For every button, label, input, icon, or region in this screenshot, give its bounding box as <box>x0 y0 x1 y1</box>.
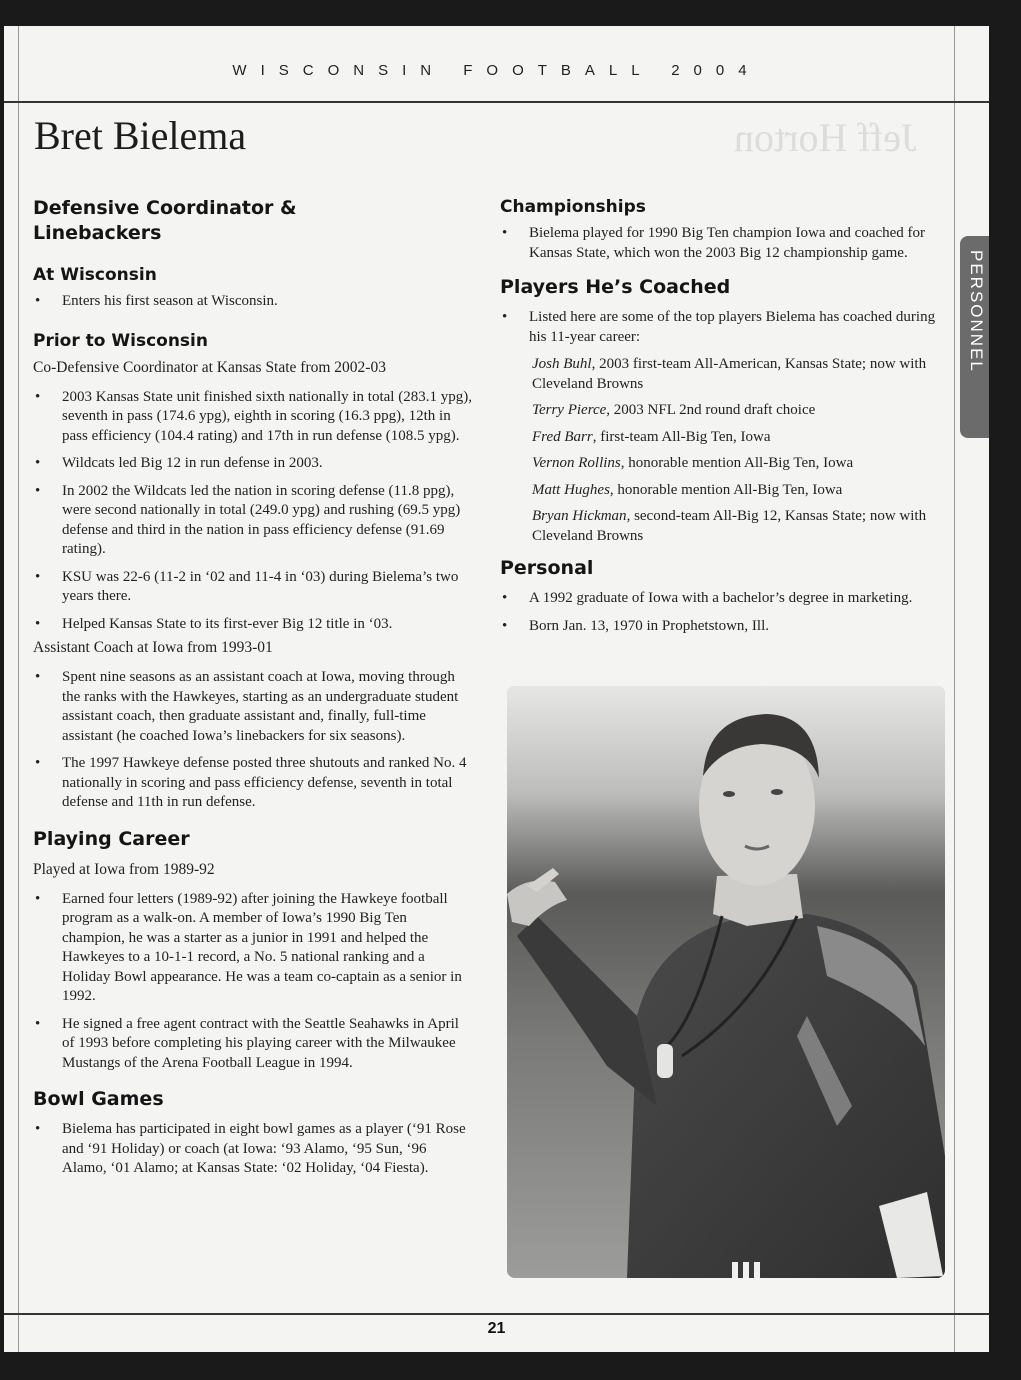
ksu-list <box>33 388 473 635</box>
frame-left-rule <box>18 26 19 1352</box>
frame-right-rule <box>954 26 955 1352</box>
player-desc: , honorable mention All-Big Ten, Iowa <box>609 481 843 498</box>
iowa-lead: Assistant Coach at Iowa from 1993-01 <box>33 639 273 656</box>
list-item: • In 2002 the Wildcats led the nation in scoring defense (11.8 ppg), were second nationally in total (249.0 ypg) and rushing (69.5 ypg) defense and third in the nation in pass efficiency defense (91.69 rating). <box>33 482 473 560</box>
list-item: • Listed here are some of the top players Bielema has coached during his 11-year career: <box>500 308 942 347</box>
player-item <box>532 355 942 394</box>
header-rule <box>4 101 989 103</box>
playing-lead: Played at Iowa from 1989-92 <box>33 860 215 878</box>
player-name: Vernon Rollins <box>532 455 621 471</box>
footer-rule <box>4 1313 989 1315</box>
iowa-list <box>33 668 473 813</box>
position-title: Defensive Coordinator & Linebackers <box>33 197 297 244</box>
left-column <box>33 196 473 1187</box>
section-tab-label: PERSONNEL <box>967 250 986 373</box>
ksu-lead: Co-Defensive Coordinator at Kansas State from 2002-03 <box>33 358 386 376</box>
player-desc: , second-team All-Big 12, Kansas State; now with Cleveland Browns <box>532 508 927 544</box>
player-item <box>532 507 942 546</box>
championships-heading: Championships <box>500 197 646 217</box>
section-tab <box>960 236 989 438</box>
list-item: • Helped Kansas State to its first-ever Big 12 title in ‘03. <box>33 615 473 635</box>
running-head: WISCONSIN FOOTBALL 2004 <box>232 62 761 79</box>
player-desc: , first-team All-Big Ten, Iowa <box>592 428 771 445</box>
bowl-games-heading: Bowl Games <box>33 1088 164 1110</box>
player-item <box>532 454 942 474</box>
championships-list <box>500 224 942 263</box>
list-item: • Enters his first season at Wisconsin. <box>33 292 473 312</box>
players-list <box>532 355 942 546</box>
list-item: • He signed a free agent contract with the Seattle Seahawks in April of 1993 before completing his playing career with the Milwaukee Mustangs of the Arena Football League in 1994. <box>33 1015 473 1074</box>
list-item: • The 1997 Hawkeye defense posted three shutouts and ranked No. 4 nationally in scoring and pass efficiency defense, seventh in total defense and 11th in run defense. <box>33 754 473 813</box>
playing-list <box>33 890 473 1074</box>
list-item: • Bielema played for 1990 Big Ten champion Iowa and coached for Kansas State, which won the 2003 Big 12 championship game. <box>500 224 942 263</box>
player-name: Bryan Hickman <box>532 508 627 524</box>
player-name: Josh Buhl <box>532 356 592 372</box>
player-item <box>532 481 942 501</box>
player-desc: , 2003 first-team All-American, Kansas State; now with Cleveland Browns <box>532 356 927 392</box>
coach-photo-illustration <box>507 686 945 1278</box>
at-wisconsin-list <box>33 292 473 312</box>
prior-heading: Prior to Wisconsin <box>33 330 208 351</box>
page-title: Bret Bielema <box>34 113 247 158</box>
playing-career-heading: Playing Career <box>33 827 190 850</box>
list-item: • 2003 Kansas State unit finished sixth nationally in total (283.1 ypg), seventh in pass (174.6 ypg), eighth in scoring (16.3 ppg), 12th in pass efficiency (104.4 rating) and 17th in run defense (108.5 ypg). <box>33 388 473 447</box>
list-item: • KSU was 22-6 (11-2 in ‘02 and 11-4 in ‘03) during Bielema’s two years there. <box>33 568 473 607</box>
player-name: Fred Barr <box>532 428 593 445</box>
player-desc: , 2003 NFL 2nd round draft choice <box>606 402 816 418</box>
player-name: Matt Hughes <box>532 481 610 498</box>
list-item: • A 1992 graduate of Iowa with a bachelor’s degree in marketing. <box>500 589 942 609</box>
players-coached-heading: Players He’s Coached <box>500 276 731 298</box>
personal-heading: Personal <box>500 557 594 579</box>
list-item: • Spent nine seasons as an assistant coach at Iowa, moving through the ranks with the Hawkeyes, starting as an undergraduate student assistant coach, then graduate assistant and, finally, full-time assistant (he coached Iowa’s linebackers for six seasons). <box>33 668 473 746</box>
list-item: • Born Jan. 13, 1970 in Prophetstown, Ill. <box>500 617 942 637</box>
bowl-list <box>33 1120 473 1179</box>
page <box>4 26 989 1352</box>
bleed-through-ghost: Jeff Horton <box>734 115 917 160</box>
right-column <box>500 196 942 644</box>
page-number: 21 <box>487 1320 506 1337</box>
list-item: • Wildcats led Big 12 in run defense in 2003. <box>33 454 473 474</box>
player-desc: , honorable mention All-Big Ten, Iowa <box>620 455 854 471</box>
at-wisconsin-heading: At Wisconsin <box>33 265 157 285</box>
player-item <box>532 428 942 448</box>
player-name: Terry Pierce <box>532 402 607 418</box>
coach-photo <box>507 686 945 1278</box>
personal-list <box>500 589 942 636</box>
player-item <box>532 401 942 421</box>
list-item: • Earned four letters (1989-92) after joining the Hawkeye football program as a walk-on. A member of Iowa’s 1990 Big Ten champion, he was a starter as a junior in 1991 and helped the Hawkeyes to a 10-1-1 record, a No. 5 national ranking and a Holiday Bowl appearance. He was a team co-captain as a senior in 1992. <box>33 890 473 1007</box>
list-item: • Bielema has participated in eight bowl games as a player (‘91 Rose and ‘91 Holiday) or coach (at Iowa: ‘93 Alamo, ‘95 Sun, ‘96 Alamo, ‘01 Alamo; at Kansas State: ‘02 Holiday, ‘04 Fiesta). <box>33 1120 473 1179</box>
players-intro-list <box>500 308 942 347</box>
